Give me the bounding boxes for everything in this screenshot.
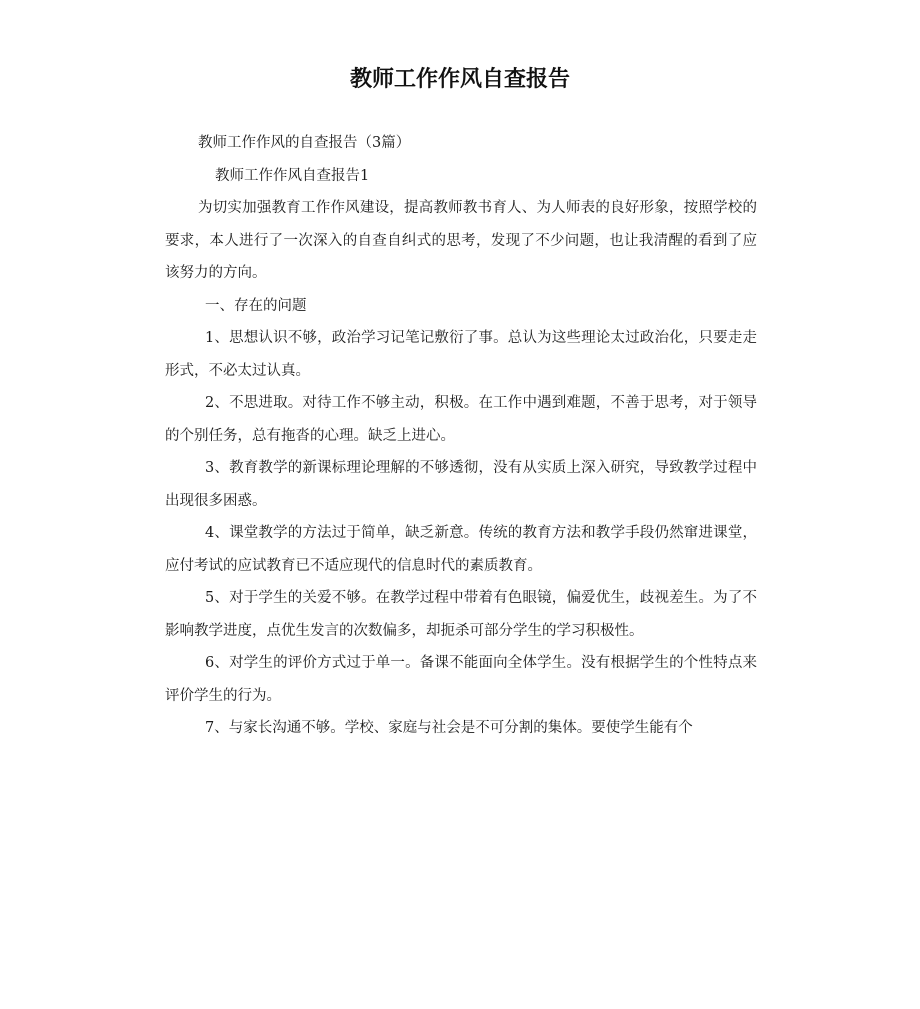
list-item: 1、思想认识不够，政治学习记笔记敷衍了事。总认为这些理论太过政治化，只要走走形式，不必太过认真。 [165,330,757,379]
list-item: 6、对学生的评价方式过于单一。备课不能面向全体学生。没有根据学生的个性特点来评价学生的行为。 [165,655,757,704]
intro-paragraph: 为切实加强教育工作作风建设，提高教师教书育人、为人师表的良好形象，按照学校的要求，本人进行了一次深入的自查自纠式的思考，发现了不少问题，也让我清醒的看到了应该努力的方向。 [165,200,757,281]
section-heading: 一、存在的问题 [205,297,307,314]
document-title: 教师工作作风自查报告 [349,67,570,92]
section-title: 教师工作作风自查报告1 [215,167,370,184]
list-item: 7、与家长沟通不够。学校、家庭与社会是不可分割的集体。要使学生能有个 [205,720,693,736]
document-subtitle: 教师工作作风的自查报告（3篇） [198,135,411,151]
list-item: 5、对于学生的关爱不够。在教学过程中带着有色眼镜，偏爱优生，歧视差生。为了不影响教学进度，点优生发言的次数偏多，却扼杀可部分学生的学习积极性。 [165,590,757,639]
document-body [165,127,757,745]
list-item: 2、不思进取。对待工作不够主动，积极。在工作中遇到难题，不善于思考，对于领导的个别任务，总有拖沓的心理。缺乏上进心。 [165,395,757,444]
list-item: 3、教育教学的新课标理论理解的不够透彻，没有从实质上深入研究，导致教学过程中出现很多困惑。 [165,460,757,509]
list-item: 4、课堂教学的方法过于简单，缺乏新意。传统的教育方法和教学手段仍然窜进课堂，应付考试的应试教育已不适应现代的信息时代的素质教育。 [165,525,757,574]
